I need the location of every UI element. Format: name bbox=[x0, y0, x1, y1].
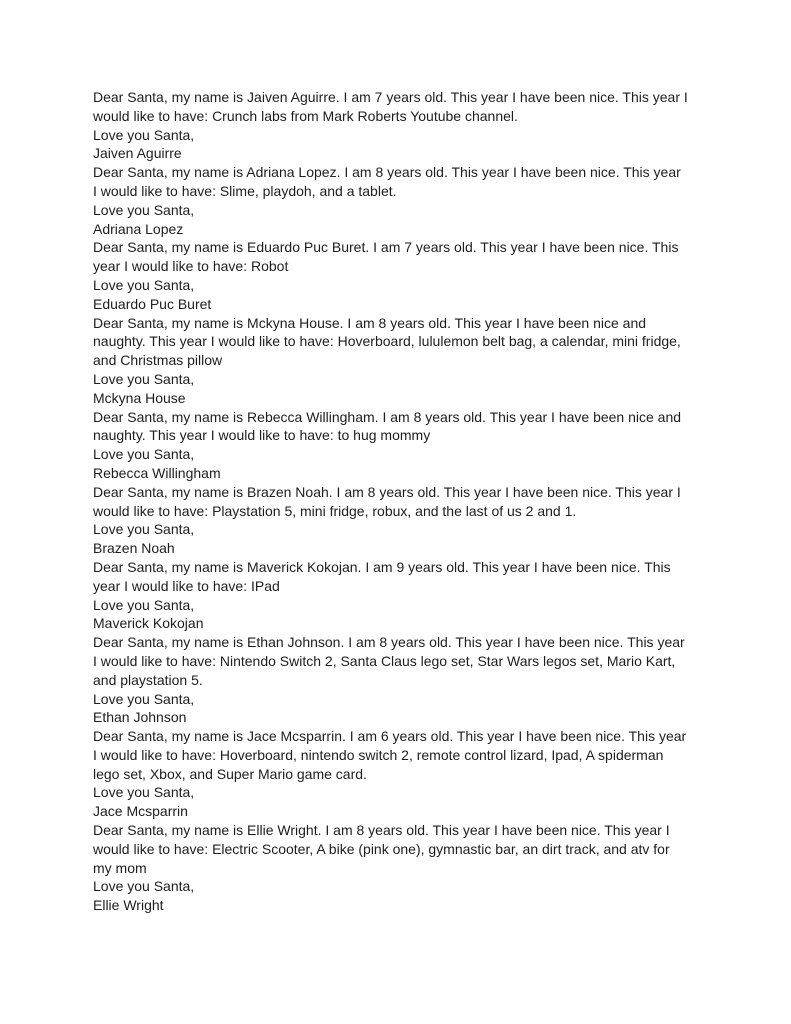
text-line: I would like to have: Nintendo Switch 2, Santa Claus lego set, Star Wars legos set, Mario Kart, bbox=[93, 652, 676, 669]
text-line: Ethan Johnson bbox=[93, 709, 187, 726]
letter-lines bbox=[93, 88, 703, 915]
text-line: Love you Santa, bbox=[93, 446, 195, 463]
text-line: Dear Santa, my name is Rebecca Willingham. I am 8 years old. This year I have been nice and bbox=[93, 408, 682, 425]
text-line: and playstation 5. bbox=[93, 671, 203, 688]
text-line: lego set, Xbox, and Super Mario game card. bbox=[93, 765, 367, 782]
text-line: Eduardo Puc Buret bbox=[93, 295, 212, 312]
text-line: naughty. This year I would like to have: Hoverboard, lululemon belt bag, a calendar, mini fridge, bbox=[93, 333, 681, 350]
text-line: Dear Santa, my name is Ethan Johnson. I am 8 years old. This year I have been nice. This year bbox=[93, 634, 685, 651]
text-line: would like to have: Playstation 5, mini fridge, robux, and the last of us 2 and 1. bbox=[93, 502, 577, 519]
text-line: I would like to have: Hoverboard, nintendo switch 2, remote control lizard, Ipad, A spiderman bbox=[93, 746, 664, 763]
text-line: Maverick Kokojan bbox=[93, 615, 204, 632]
text-line: Love you Santa, bbox=[93, 521, 195, 538]
text-line: Love you Santa, bbox=[93, 596, 195, 613]
text-line: Rebecca Willingham bbox=[93, 464, 221, 481]
text-line: Dear Santa, my name is Jace Mcsparrin. I am 6 years old. This year I have been nice. This year bbox=[93, 728, 687, 745]
text-line: Jaiven Aguirre bbox=[93, 145, 182, 162]
text-line: I would like to have: Slime, playdoh, and a tablet. bbox=[93, 182, 397, 199]
text-line: Ellie Wright bbox=[93, 897, 164, 914]
text-line: Love you Santa, bbox=[93, 370, 195, 387]
text-line: Jace Mcsparrin bbox=[93, 803, 188, 820]
text-line: Adriana Lopez bbox=[93, 220, 184, 237]
text-line: year I would like to have: Robot bbox=[93, 258, 289, 275]
text-line: would like to have: Electric Scooter, A bike (pink one), gymnastic bar, an dirt track, and atv for bbox=[93, 840, 670, 857]
text-line: Love you Santa, bbox=[93, 126, 195, 143]
text-line: Love you Santa, bbox=[93, 878, 195, 895]
text-line: naughty. This year I would like to have: to hug mommy bbox=[93, 427, 431, 444]
text-line: Love you Santa, bbox=[93, 201, 195, 218]
text-line: Dear Santa, my name is Jaiven Aguirre. I am 7 years old. This year I have been nice. This year I bbox=[93, 89, 688, 105]
text-line: Dear Santa, my name is Ellie Wright. I am 8 years old. This year I have been nice. This year I bbox=[93, 822, 670, 839]
text-line: Dear Santa, my name is Mckyna House. I am 8 years old. This year I have been nice and bbox=[93, 314, 647, 331]
text-line: my mom bbox=[93, 859, 147, 876]
text-line: would like to have: Crunch labs from Mark Roberts Youtube channel. bbox=[93, 107, 518, 124]
text-line: and Christmas pillow bbox=[93, 352, 223, 369]
text-line: Dear Santa, my name is Brazen Noah. I am 8 years old. This year I have been nice. This year I bbox=[93, 483, 681, 500]
text-line: year I would like to have: IPad bbox=[93, 577, 280, 594]
text-line: Love you Santa, bbox=[93, 784, 195, 801]
text-line: Dear Santa, my name is Adriana Lopez. I am 8 years old. This year I have been nice. This year bbox=[93, 164, 681, 181]
text-line: Dear Santa, my name is Eduardo Puc Buret. I am 7 years old. This year I have been nice. This bbox=[93, 239, 679, 256]
text-line: Mckyna House bbox=[93, 389, 186, 406]
text-line: Love you Santa, bbox=[93, 276, 195, 293]
text-line: Brazen Noah bbox=[93, 540, 175, 557]
text-line: Dear Santa, my name is Maverick Kokojan. I am 9 years old. This year I have been nice. This bbox=[93, 558, 671, 575]
text-line: Love you Santa, bbox=[93, 690, 195, 707]
